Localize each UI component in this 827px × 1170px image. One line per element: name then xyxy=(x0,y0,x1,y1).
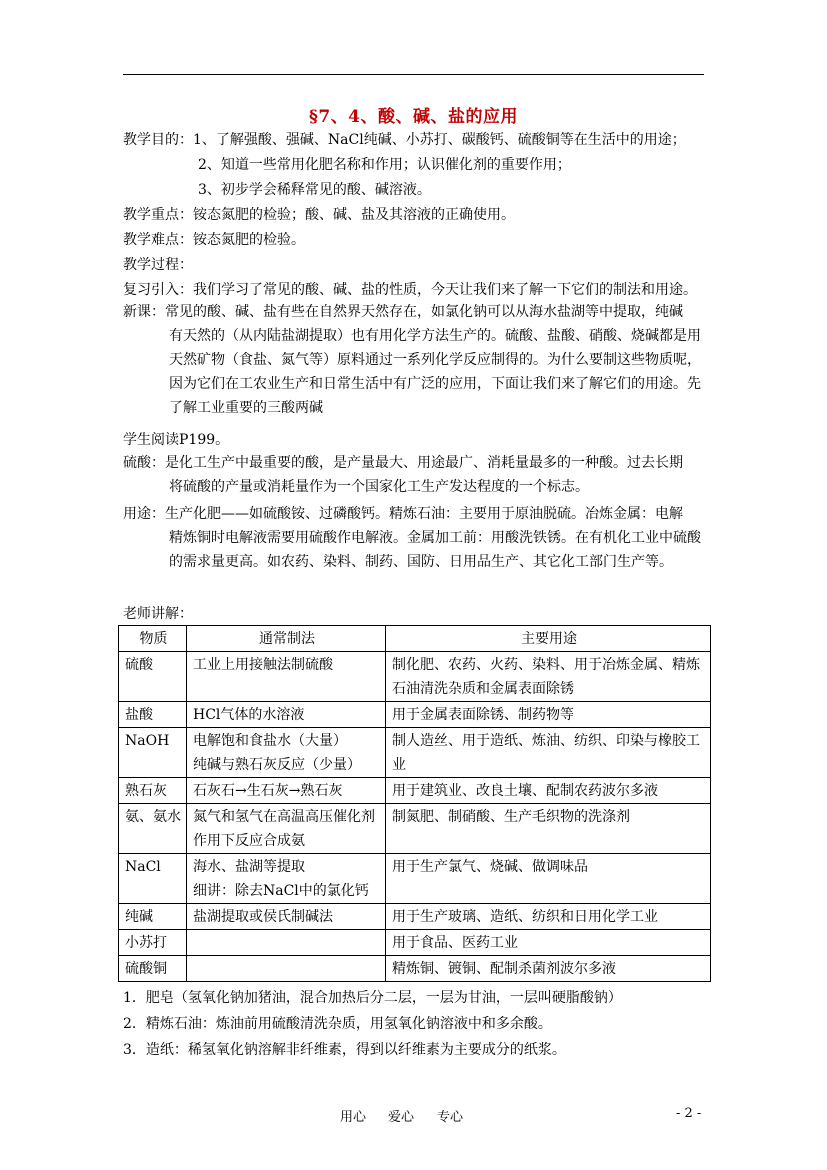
new-lesson-first: 新课：常见的酸、碱、盐有些在自然界天然存在，如氯化钠可以从海水盐湖等中提取，纯碱 xyxy=(123,304,683,320)
substance-cell: 盐酸 xyxy=(119,702,187,728)
use-cell: 用于生产玻璃、造纸、纺织和日用化学工业 xyxy=(386,904,711,930)
table-row xyxy=(119,956,711,982)
use-cell: 用于食品、医药工业 xyxy=(386,930,711,956)
uses-cont: 精炼铜时电解液需要用硫酸作电解液。金属加工前：用酸洗铁锈。在有机化工业中硫酸的需求量更高。如农药、染料、制药、国防、日用品生产、其它化工部门生产等。 xyxy=(169,530,701,570)
use-cell: 用于建筑业、改良土壤、配制农药波尔多液 xyxy=(386,778,711,804)
sulfuric-cont: 将硫酸的产量或消耗量作为一个国家化工生产发达程度的一个标志。 xyxy=(169,479,589,495)
use-cell: 精炼铜、镀铜、配制杀菌剂波尔多液 xyxy=(386,956,711,982)
method-cell: 电解饱和食盐水（大量） 纯碱与熟石灰反应（少量） xyxy=(187,728,386,778)
method-cell: 工业上用接触法制硫酸 xyxy=(187,652,386,702)
method-cell: 石灰石→生石灰→熟石灰 xyxy=(187,778,386,804)
reading-note: 学生阅读P199。 xyxy=(123,432,230,448)
uses-paragraph xyxy=(123,502,707,574)
footer-motto: 用心 xyxy=(340,1110,367,1125)
note-item: 1．肥皂（氢氧化钠加猪油，混合加热后分二层，一层为甘油，一层叫硬脂酸钠） xyxy=(123,990,622,1006)
teacher-heading: 老师讲解： xyxy=(123,606,193,622)
table-row xyxy=(119,904,711,930)
objectives-label: 教学目的： xyxy=(123,132,193,148)
objective-item: 2、知道一些常用化肥名称和作用；认识催化剂的重要作用； xyxy=(198,157,571,173)
use-cell: 制化肥、农药、火药、染料、用于冶炼金属、精炼石油清洗杂质和金属表面除锈 xyxy=(386,652,711,702)
footer-motto: 专心 xyxy=(437,1110,464,1125)
table-row xyxy=(119,728,711,778)
use-cell: 用于生产氯气、烧碱、做调味品 xyxy=(386,854,711,904)
new-lesson-cont: 有天然的（从内陆盐湖提取）也有用化学方法生产的。硫酸、盐酸、硝酸、烧碱都是用天然矿物（食盐、氮气等）原料通过一系列化学反应制得的。为什么要制这些物质呢，因为它们在工农业生产和日常生活中有广泛的应用，下面让我们来了解它们的用途。先了解工业重要的三酸两碱 xyxy=(169,328,701,416)
table-row xyxy=(119,930,711,956)
page-title: §7、4、酸、碱、盐的应用 xyxy=(308,107,519,127)
use-cell: 用于金属表面除锈、制药物等 xyxy=(386,702,711,728)
table-header-row xyxy=(119,626,711,652)
substance-cell: 氨、氨水 xyxy=(119,804,187,854)
header-substance: 物质 xyxy=(119,626,187,652)
new-lesson-paragraph xyxy=(123,300,707,420)
acids-bases-table xyxy=(118,625,711,982)
table-row xyxy=(119,652,711,702)
header-use: 主要用途 xyxy=(386,626,711,652)
substance-cell: 硫酸铜 xyxy=(119,956,187,982)
objective-item: 1、了解强酸、强碱、NaCl纯碱、小苏打、碳酸钙、硫酸铜等在生活中的用途； xyxy=(193,132,686,148)
difficulty: 教学难点：铵态氮肥的检验。 xyxy=(123,232,305,248)
method-cell xyxy=(187,930,386,956)
process-heading: 教学过程： xyxy=(123,257,193,273)
method-cell: 氮气和氢气在高温高压催化剂作用下反应合成氨 xyxy=(187,804,386,854)
header-rule xyxy=(123,74,704,75)
page-number: - 2 - xyxy=(676,1106,702,1121)
substance-cell: 小苏打 xyxy=(119,930,187,956)
uses-first: 用途：生产化肥——如硫酸铵、过磷酸钙。精炼石油：主要用于原油脱硫。冶炼金属：电解 xyxy=(123,506,683,522)
objectives-line-1 xyxy=(123,130,686,150)
sulfuric-first: 硫酸：是化工生产中最重要的酸，是产量最大、用途最广、消耗量最多的一种酸。过去长期 xyxy=(123,455,683,471)
method-cell: 盐湖提取或侯氏制碱法 xyxy=(187,904,386,930)
table-row xyxy=(119,804,711,854)
key-point: 教学重点：铵态氮肥的检验；酸、碱、盐及其溶液的正确使用。 xyxy=(123,207,515,223)
objective-item: 3、初步学会稀释常见的酸、碱溶液。 xyxy=(198,182,431,198)
table-row xyxy=(119,854,711,904)
table-row xyxy=(119,778,711,804)
note-item: 2．精炼石油：炼油前用硫酸清洗杂质，用氢氧化钠溶液中和多余酸。 xyxy=(123,1016,552,1032)
substance-cell: 硫酸 xyxy=(119,652,187,702)
note-item: 3．造纸：稀氢氧化钠溶解非纤维素，得到以纤维素为主要成分的纸浆。 xyxy=(123,1042,566,1058)
substance-cell: 熟石灰 xyxy=(119,778,187,804)
substance-cell: 纯碱 xyxy=(119,904,187,930)
sulfuric-paragraph xyxy=(123,451,707,499)
review-intro: 复习引入：我们学习了常见的酸、碱、盐的性质，今天让我们来了解一下它们的制法和用途。 xyxy=(123,282,697,298)
use-cell: 制氮肥、制硝酸、生产毛织物的洗涤剂 xyxy=(386,804,711,854)
method-cell: 海水、盐湖等提取 细讲：除去NaCl中的氯化钙 xyxy=(187,854,386,904)
method-cell xyxy=(187,956,386,982)
method-cell: HCl气体的水溶液 xyxy=(187,702,386,728)
header-method: 通常制法 xyxy=(187,626,386,652)
use-cell: 制人造丝、用于造纸、炼油、纺织、印染与橡胶工业 xyxy=(386,728,711,778)
footer-motto: 爱心 xyxy=(388,1110,415,1125)
substance-cell: NaOH xyxy=(119,728,187,778)
substance-cell: NaCl xyxy=(119,854,187,904)
table-row xyxy=(119,702,711,728)
